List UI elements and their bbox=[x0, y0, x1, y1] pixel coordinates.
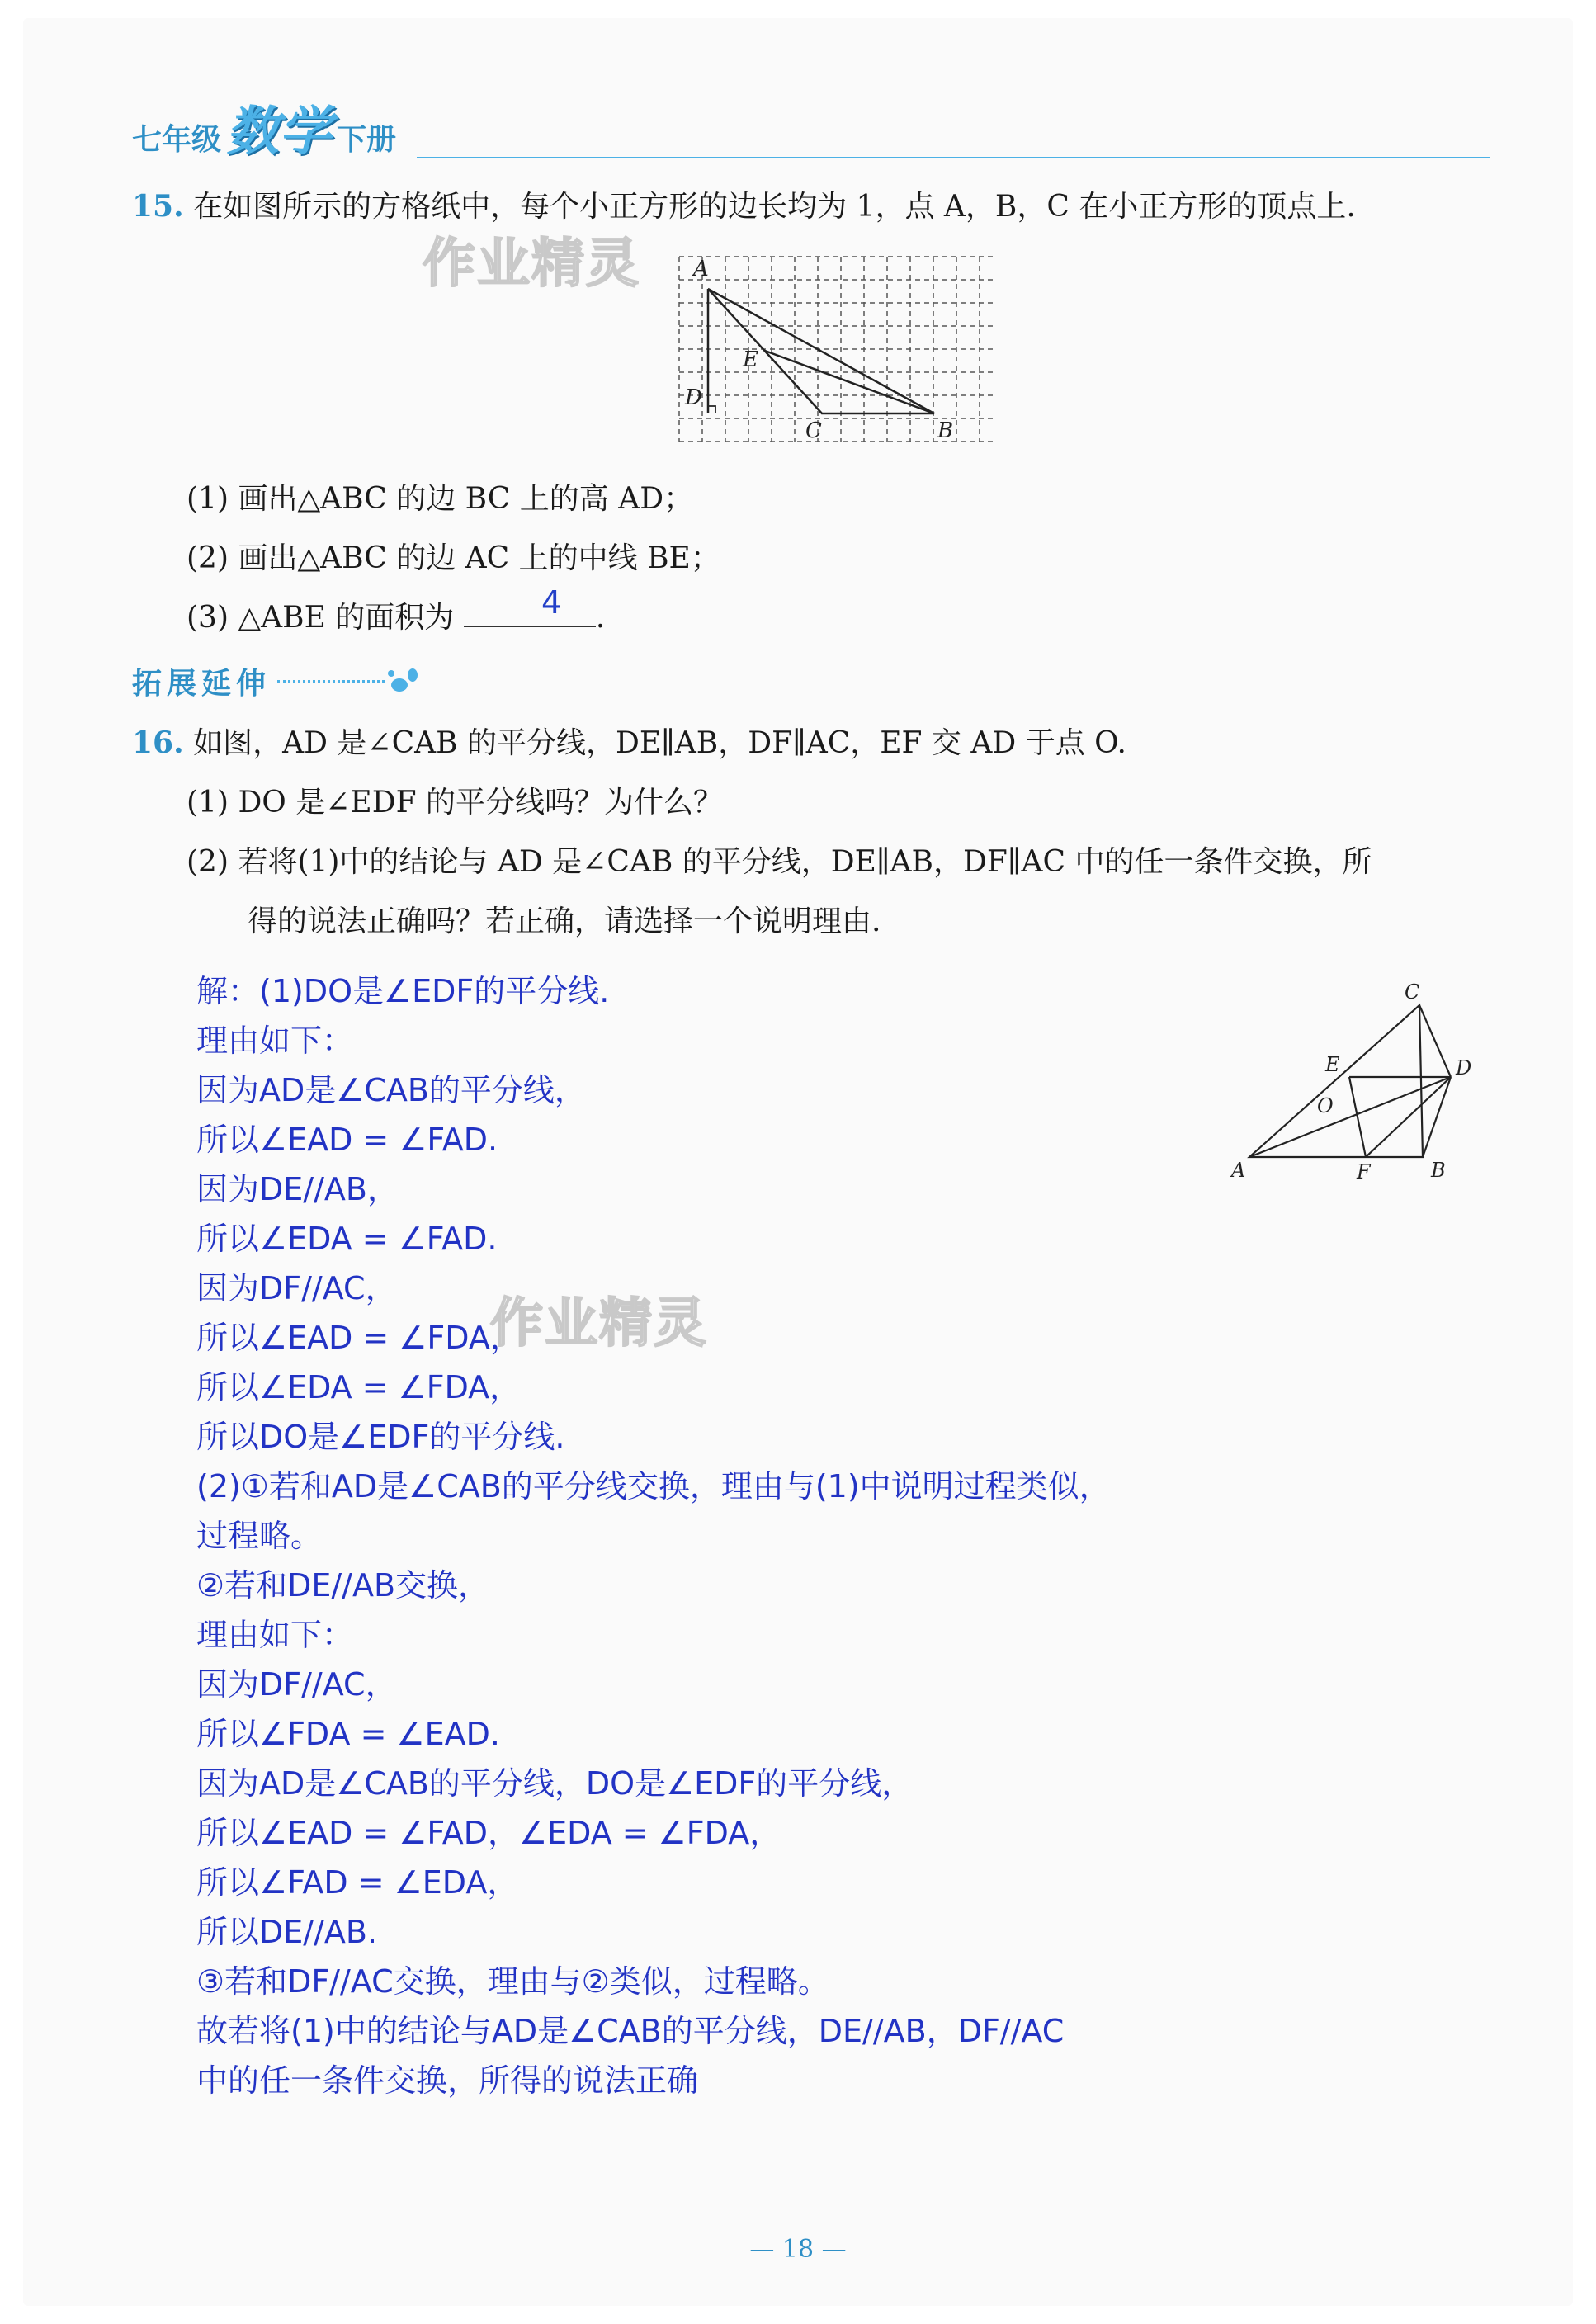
header-grade: 七年级 bbox=[132, 123, 222, 157]
header-rule bbox=[417, 157, 1490, 158]
solution-line: 中的任一条件交换，所得的说法正确 bbox=[196, 2062, 699, 2099]
label-e: E bbox=[743, 347, 758, 372]
solution-line: 因为DE//AB， bbox=[196, 1171, 399, 1207]
label-b: B bbox=[937, 418, 954, 443]
segment-df bbox=[1366, 1077, 1451, 1157]
header-volume: 下册 bbox=[337, 123, 397, 157]
solution-line: 所以∠EAD = ∠FDA， bbox=[196, 1320, 522, 1356]
q16-number: 16. bbox=[132, 725, 184, 760]
section-tag bbox=[132, 660, 423, 702]
label-b: B bbox=[1431, 1159, 1446, 1182]
solution-line: 所以∠EDA = ∠FAD. bbox=[196, 1221, 498, 1257]
page-header bbox=[132, 102, 397, 163]
solution-line: 所以∠EAD = ∠FAD，∠EDA = ∠FDA， bbox=[196, 1815, 781, 1851]
label-c: C bbox=[1405, 980, 1420, 1004]
solution-line: 所以DE//AB. bbox=[196, 1914, 378, 1950]
q16-stem bbox=[132, 720, 1126, 762]
q15-part3-prefix: (3) △ABE 的面积为 bbox=[187, 601, 455, 635]
q16-stem-text: 如图，AD 是∠CAB 的平分线，DE∥AB，DF∥AC，EF 交 AD 于点 O. bbox=[193, 726, 1126, 760]
solution-line: 理由如下： bbox=[196, 1617, 354, 1653]
label-o: O bbox=[1317, 1094, 1334, 1117]
solution-line: 因为AD是∠CAB的平分线， bbox=[196, 1072, 586, 1108]
q16-part2-line1: (2) 若将(1)中的结论与 AD 是∠CAB 的平分线，DE∥AB，DF∥AC 中的任一条件交换，所 bbox=[187, 845, 1372, 879]
section-title: 拓展延伸 bbox=[132, 667, 272, 701]
q15-part1: (1) 画出△ABC 的边 BC 上的高 AD； bbox=[187, 482, 694, 516]
page-number: 18 bbox=[781, 2235, 815, 2264]
solution-line: 解：(1)DO是∠EDF的平分线. bbox=[196, 973, 610, 1009]
label-a: A bbox=[693, 257, 709, 281]
answer-blank bbox=[464, 599, 596, 627]
page-footer bbox=[0, 2235, 1596, 2264]
label-e: E bbox=[1325, 1053, 1340, 1076]
q15-number: 15. bbox=[132, 189, 184, 224]
q16-part1: (1) DO 是∠EDF 的平分线吗？为什么？ bbox=[187, 786, 723, 820]
solution-line: 所以∠EAD = ∠FAD. bbox=[196, 1122, 498, 1158]
q15-part3-suffix: . bbox=[595, 601, 606, 635]
q16-part2-line2: 得的说法正确吗？若正确，请选择一个说明理由. bbox=[248, 905, 881, 938]
solution-line: 所以∠FDA = ∠EAD. bbox=[196, 1716, 500, 1752]
header-subject: 数学 bbox=[226, 102, 333, 163]
solution-line: ③若和DF//AC交换，理由与②类似，过程略。 bbox=[196, 1963, 829, 2000]
solution-line: ②若和DE//AB交换， bbox=[196, 1567, 490, 1604]
solution-line: 故若将(1)中的结论与AD是∠CAB的平分线，DE//AB，DF//AC bbox=[196, 2013, 1065, 2049]
median-be bbox=[765, 351, 934, 413]
solution-line: 所以DO是∠EDF的平分线. bbox=[196, 1419, 565, 1455]
q15-grid-figure bbox=[675, 254, 997, 446]
solution-line: 因为DF//AC， bbox=[196, 1270, 397, 1306]
q15-handwritten-answer: 4 bbox=[541, 584, 562, 621]
watermark-middle: 作业精灵 bbox=[490, 1293, 708, 1354]
solution-line: 理由如下： bbox=[196, 1023, 354, 1059]
label-d: D bbox=[685, 385, 702, 410]
solution-line: 因为DF//AC， bbox=[196, 1666, 397, 1703]
bisector-ad bbox=[1249, 1077, 1451, 1157]
q15-stem bbox=[132, 183, 1356, 225]
solution-line: 所以∠FAD = ∠EDA， bbox=[196, 1864, 519, 1901]
solution-line: (2)①若和AD是∠CAB的平分线交换，理由与(1)中说明过程类似， bbox=[196, 1468, 1111, 1504]
splash-icon bbox=[385, 665, 423, 698]
q15-stem-text: 在如图所示的方格纸中，每个小正方形的边长均为 1，点 A，B，C 在小正方形的顶点上. bbox=[193, 190, 1356, 224]
solution-line: 所以∠EDA = ∠FDA， bbox=[196, 1369, 522, 1405]
watermark-top: 作业精灵 bbox=[423, 234, 640, 295]
label-c: C bbox=[805, 418, 822, 443]
q16-triangle-figure bbox=[1221, 974, 1502, 1188]
q15-part2: (2) 画出△ABC 的边 AC 上的中线 BE； bbox=[187, 541, 720, 575]
label-a: A bbox=[1231, 1159, 1246, 1182]
solution-line: 因为AD是∠CAB的平分线，DO是∠EDF的平分线， bbox=[196, 1765, 914, 1802]
section-dots bbox=[277, 680, 385, 683]
side-cb bbox=[1419, 1005, 1451, 1077]
footer-dash-left: — bbox=[749, 2235, 782, 2264]
label-f: F bbox=[1357, 1160, 1371, 1183]
right-angle-mark bbox=[708, 406, 715, 413]
footer-dash-right: — bbox=[821, 2235, 847, 2264]
label-d: D bbox=[1456, 1056, 1472, 1079]
triangle-abc bbox=[1249, 1005, 1423, 1157]
solution-line: 过程略。 bbox=[196, 1518, 323, 1554]
